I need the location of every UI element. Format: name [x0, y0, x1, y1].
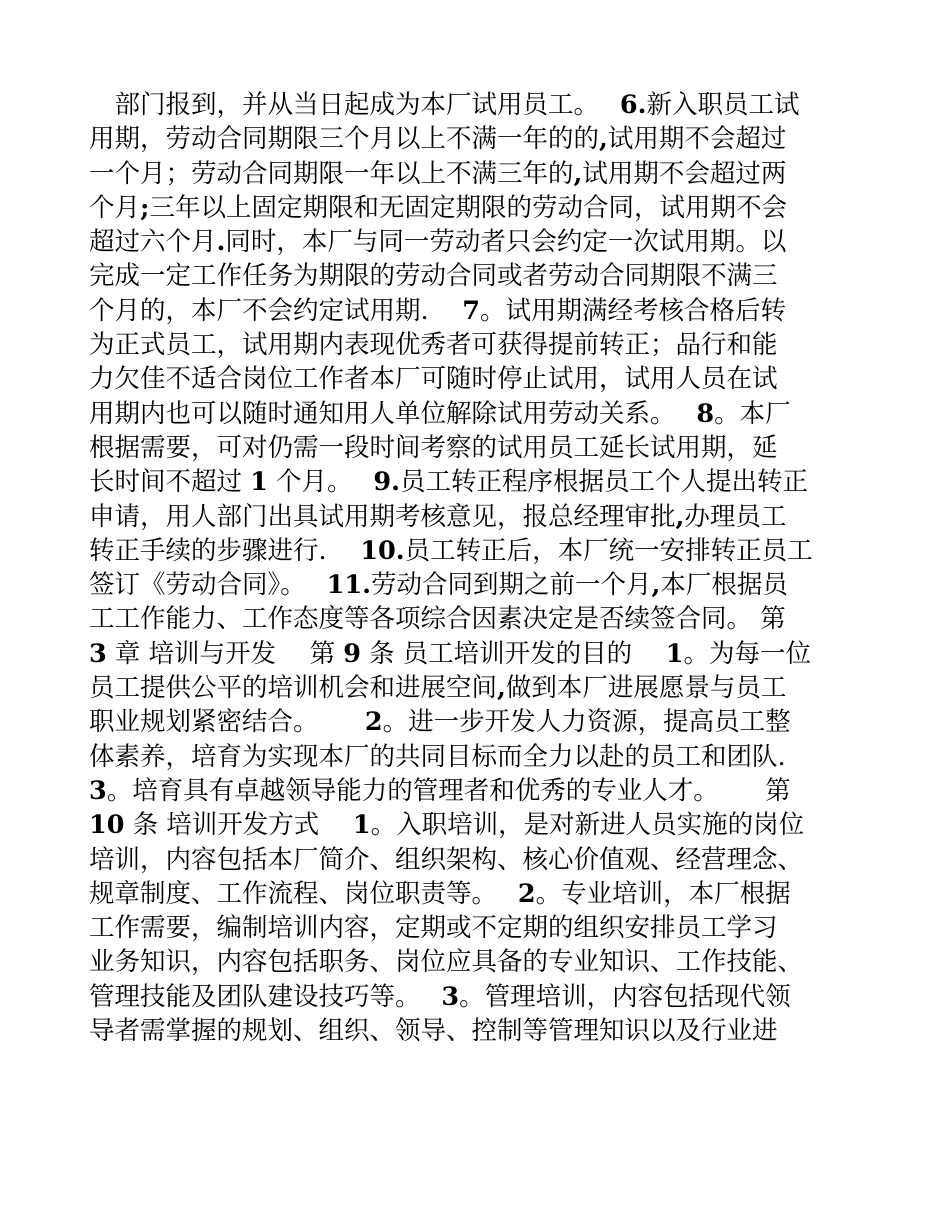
document-body	[89, 88, 864, 1048]
text-line: 部门报到，并从当日起成为本厂试用员工。 6.新入职员工试	[89, 90, 800, 120]
text-line: 长时间不超过 1 个月。 9.员工转正程序根据员工个人提出转正	[89, 467, 808, 498]
text-line: 规章制度、工作流程、岗位职责等。 2。专业培训，本厂根据	[89, 878, 791, 909]
text-line: 员工提供公平的培训机会和进展空间,做到本厂进展愿景与员工	[89, 673, 787, 704]
text-line: 工作需要，编制培训内容，定期或不定期的组织安排员工学习	[89, 913, 778, 944]
text-line: 为正式员工，试用期内表现优秀者可获得提前转正；品行和能	[89, 330, 778, 361]
text-line: 用期内也可以随时通知用人单位解除试用劳动关系。 8。本厂	[89, 398, 791, 429]
text-line: 根据需要，可对仍需一段时间考察的试用员工延长试用期，延	[89, 432, 778, 463]
text-line: 培训，内容包括本厂简介、组织架构、核心价值观、经营理念、	[89, 844, 804, 875]
text-line: 体素养，培育为实现本厂的共同目标而全力以赴的员工和团队.	[89, 741, 786, 772]
text-line: 签订《劳动合同》。 11.劳动合同到期之前一个月,本厂根据员	[89, 570, 788, 601]
text-line: 工工作能力、工作态度等各项综合因素决定是否续签合同。 第	[89, 604, 786, 635]
text-line: 管理技能及团队建设技巧等。 3。管理培训，内容包括现代领	[89, 981, 791, 1012]
text-line: 完成一定工作任务为期限的劳动合同或者劳动合同期限不满三	[89, 261, 778, 292]
text-line: 导者需掌握的规划、组织、领导、控制等管理知识以及行业进	[89, 1016, 778, 1047]
text-line: 3。培育具有卓越领导能力的管理者和优秀的专业人才。 第	[89, 775, 791, 806]
text-line: 超过六个月.同时，本厂与同一劳动者只会约定一次试用期。以	[89, 227, 787, 258]
text-line: 用期，劳动合同期限三个月以上不满一年的的,试用期不会超过	[89, 124, 787, 155]
text-line: 个月;三年以上固定期限和无固定期限的劳动合同，试用期不会	[89, 192, 787, 223]
text-line: 3 章 培训与开发 第 9 条 员工培训开发的目的 1。为每一位	[89, 638, 812, 669]
text-line: 个月的，本厂不会约定试用期. 7。试用期满经考核合格后转	[89, 295, 786, 326]
text-line: 转正手续的步骤进行. 10.员工转正后，本厂统一安排转正员工	[89, 535, 813, 566]
text-line: 力欠佳不适合岗位工作者本厂可随时停止试用，试用人员在试	[89, 364, 778, 395]
text-line: 一个月；劳动合同期限一年以上不满三年的,试用期不会超过两	[89, 158, 787, 189]
text-line: 业务知识，内容包括职务、岗位应具备的专业知识、工作技能、	[89, 947, 804, 978]
text-line: 10 条 培训开发方式 1。入职培训，是对新进人员实施的岗位	[89, 810, 805, 841]
text-line: 职业规划紧密结合。 2。进一步开发人力资源，提高员工整	[89, 707, 791, 738]
text-line: 申请，用人部门出具试用期考核意见，报总经理审批,办理员工	[89, 501, 787, 532]
